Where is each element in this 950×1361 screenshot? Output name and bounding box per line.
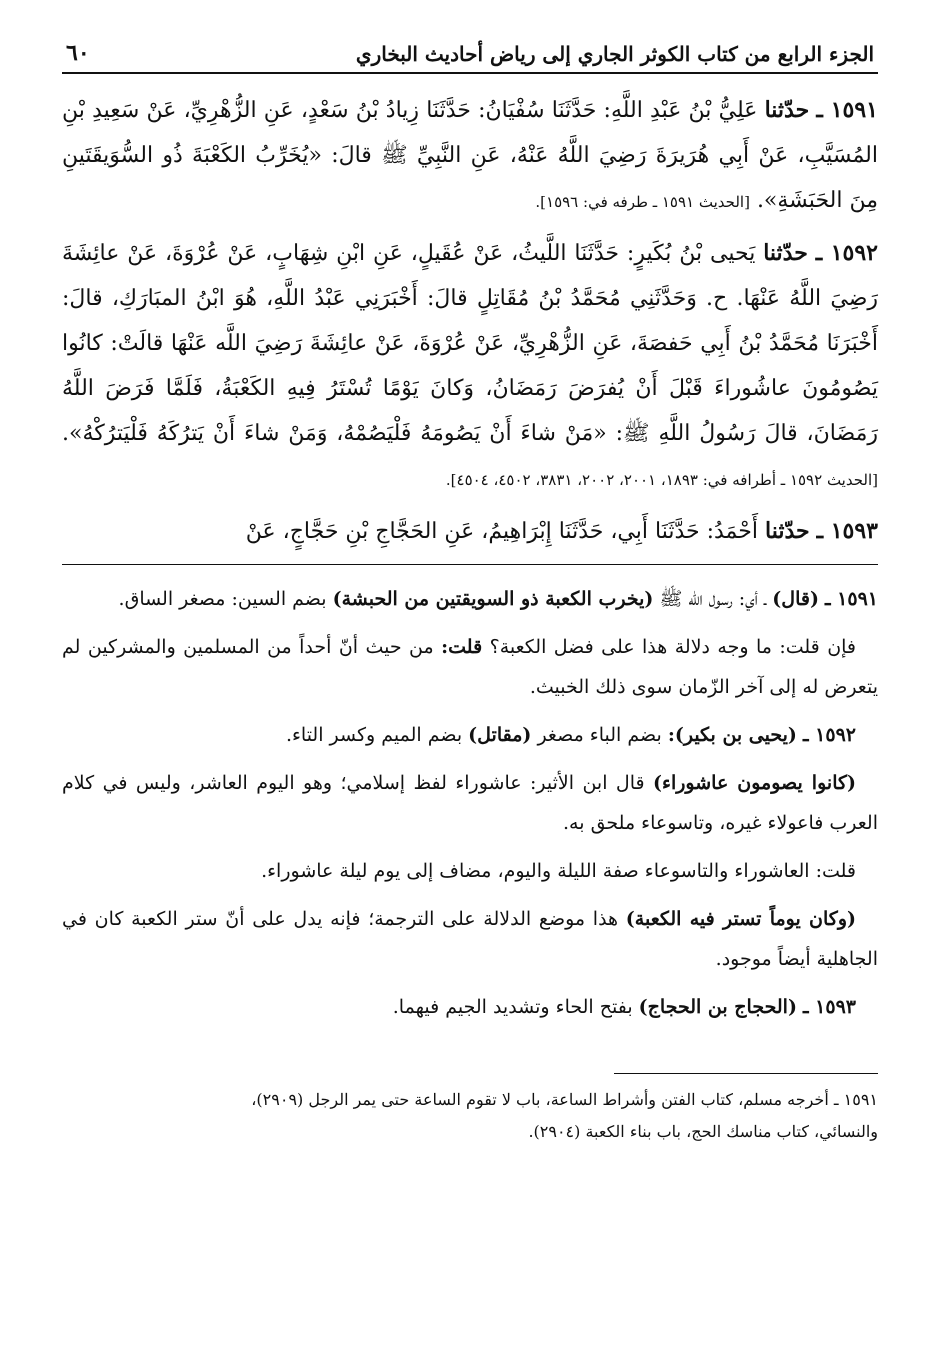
hadith-lead: حدّثنا bbox=[764, 97, 810, 123]
hadith-reference: [الحديث ١٥٩١ ـ طرفه في: ١٥٩٦]. bbox=[535, 193, 750, 211]
running-title: الجزء الرابع من كتاب الكوثر الجاري إلى رياض أحاديث البخاري bbox=[355, 42, 874, 66]
commentary-text: ـ أي: رسول الله ﷺ bbox=[659, 588, 767, 610]
hadith-reference: [الحديث ١٥٩٢ ـ أطرافه في: ١٨٩٣، ٢٠٠١، ٢٠٠٢، ٣٨٣١، ٤٥٠٢، ٤٥٠٤]. bbox=[445, 471, 878, 489]
hadith-body: يَحيى بْنُ بُكَيرٍ: حَدَّثَنَا اللَّيثُ، عَنْ عُقَيلٍ، عَنِ ابْنِ شِهَابٍ، عَنْ عُرْوَةَ، عَنْ عائِشَةَ رَضِيَ اللَّهُ عَنْهَا. ح. وَحَدَّثَنِي مُحَمَّدُ بْنُ مُقَاتِلٍ قالَ: أَخْبَرَنِي عَبْدُ اللَّهِ، هُوَ ابْنُ المبَارَكِ، قالَ: أَخْبَرَنَا مُحَمَّدُ بْنُ أَبِي حَفصَةَ، عَنِ الزُّهْرِيِّ، عَنْ عُرْوَةَ، عَنْ عائِشَةَ رَضِيَ اللَّه عَنْهَا قالَتْ: كانُوا يَصُومُونَ عاشُوراءَ قَبْلَ أَنْ يُفرَضَ رَمَضَانُ، وَكانَ يَوْمًا تُسْتَرُ فِيهِ الكَعْبَةُ، فَلَمَّا فَرَضَ اللَّهُ رَمَضَانَ، قالَ رَسُولُ اللَّهِ ﷺ: «مَنْ شاءَ أَنْ يَصُومَهُ فَلْيَصُمْهُ، وَمَنْ شاءَ أَنْ يَترُكَهُ فَلْيَترُكْهُ». bbox=[62, 241, 878, 446]
commentary-1593 bbox=[62, 987, 878, 1027]
commentary-kaaba-cover bbox=[62, 899, 878, 979]
commentary-text: بضم الميم وكسر التاء. bbox=[285, 724, 463, 746]
hadith-lead: حدّثنا bbox=[765, 518, 810, 544]
commentary-number: ١٥٩٢ ـ bbox=[802, 724, 856, 746]
hadith-number: ١٥٩١ ـ bbox=[816, 97, 878, 123]
commentary-text: هذا موضع الدلالة على الترجمة؛ فإنه يدل على أنّ ستر الكعبة كان في الجاهلية أيضاً موجود. bbox=[62, 908, 878, 970]
commentary-text: قلت: العاشوراء والتاسوعاء صفة الليلة واليوم، مضاف إلى يوم ليلة عاشوراء. bbox=[261, 860, 856, 882]
commentary-divider bbox=[62, 564, 878, 565]
commentary-term: (يخرب الكعبة ذو السويقتين من الحبشة) bbox=[332, 588, 654, 610]
commentary-number: ١٥٩١ ـ bbox=[824, 588, 878, 610]
book-page bbox=[62, 30, 878, 1148]
hadith-number: ١٥٩٢ ـ bbox=[815, 240, 878, 266]
commentary-text: بضم الباء مصغر bbox=[537, 724, 662, 746]
hadith-number: ١٥٩٣ ـ bbox=[816, 518, 878, 544]
commentary-text: من حيث أنّ أحداً من المسلمين والمشركين لم يتعرض له إلى آخر الزّمان سوى ذلك الخبيث. bbox=[62, 636, 878, 698]
commentary-ashura bbox=[62, 763, 878, 843]
commentary-number: ١٥٩٣ ـ bbox=[802, 996, 856, 1018]
commentary-note bbox=[62, 851, 878, 891]
footnotes bbox=[62, 1084, 878, 1148]
commentary-term: (يحيى بن بكير): bbox=[667, 724, 797, 746]
hadith-1591 bbox=[62, 88, 878, 225]
hadith-lead: حدّثنا bbox=[763, 240, 808, 266]
footnote-line: والنسائي، كتاب مناسك الحج، باب بناء الكعبة (٢٩٠٤). bbox=[528, 1122, 878, 1141]
page-number: ٦٠ bbox=[66, 40, 90, 66]
hadith-text-section bbox=[62, 88, 878, 554]
hadith-1592 bbox=[62, 231, 878, 503]
commentary-text: فإن قلت: ما وجه دلالة هذا على فضل الكعبة؟ bbox=[489, 636, 857, 658]
commentary-section bbox=[62, 579, 878, 1027]
commentary-question bbox=[62, 627, 878, 707]
footnote-line: ١٥٩١ ـ أخرجه مسلم، كتاب الفتن وأشراط الساعة، باب لا تقوم الساعة حتى يمر الرجل (٢٩٠٩)، bbox=[251, 1090, 878, 1109]
commentary-text: قال ابن الأثير: عاشوراء لفظ إسلامي؛ وهو اليوم العاشر، وليس في كلام العرب فاعولاء غيره، وتاسوعاء ملحق به. bbox=[62, 772, 878, 834]
commentary-text: بضم السين: مصغر الساق. bbox=[118, 588, 327, 610]
footnote-divider bbox=[614, 1073, 878, 1074]
commentary-term: (وكان يوماً تستر فيه الكعبة) bbox=[625, 908, 856, 930]
commentary-term: (قال) bbox=[772, 588, 819, 610]
commentary-term: قلت: bbox=[441, 636, 483, 658]
hadith-body: عَلِيُّ بْنُ عَبْدِ اللَّهِ: حَدَّثَنَا سُفْيَانُ: حَدَّثَنَا زِيادُ بْنُ سَعْدٍ، عَنِ الزُّهْرِيِّ، عَنْ سَعِيدِ بْنِ المُسَيَّبِ، عَنْ أَبِي هُرَيرَةَ رَضِيَ اللَّهُ عَنْهُ، عَنِ النَّبِيِّ ﷺ قالَ: «يُخَرِّبُ الكَعْبَةَ ذُو السُّوَيقَتَينِ مِنَ الحَبَشَةِ». bbox=[62, 98, 878, 213]
commentary-term: (كانوا يصومون عاشوراء) bbox=[653, 772, 857, 794]
commentary-text: بفتح الحاء وتشديد الجيم فيهما. bbox=[392, 996, 633, 1018]
commentary-term: (مقاتل) bbox=[468, 724, 532, 746]
commentary-1592 bbox=[62, 715, 878, 755]
hadith-1593 bbox=[62, 509, 878, 554]
commentary-term: (الحجاج بن الحجاج) bbox=[638, 996, 797, 1018]
commentary-1591 bbox=[62, 579, 878, 619]
running-header bbox=[62, 30, 878, 74]
hadith-body: أَحْمَدُ: حَدَّثَنَا أَبِي، حَدَّثَنَا إِبْرَاهِيمُ، عَنِ الحَجَّاجِ بْنِ حَجَّاجٍ، عَنْ bbox=[245, 519, 758, 544]
